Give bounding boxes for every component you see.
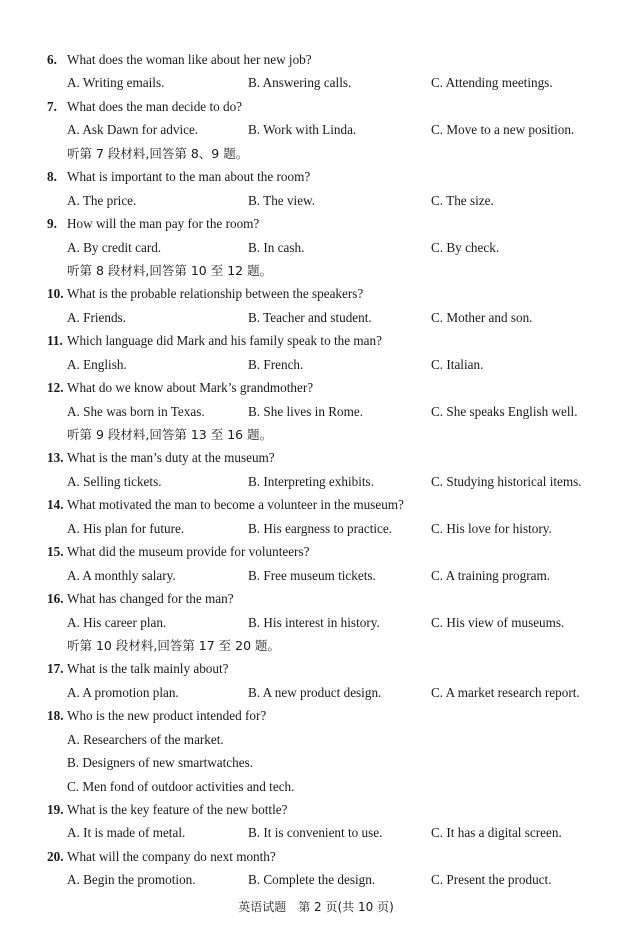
option-b: B. Work with Linda. xyxy=(248,122,357,138)
question-number: 19. xyxy=(47,802,64,817)
option-a: A. A promotion plan. xyxy=(67,684,179,700)
option-row xyxy=(0,189,632,212)
option-b: B. In cash. xyxy=(248,239,305,255)
option-a: A. English. xyxy=(67,356,127,372)
option-row xyxy=(0,470,632,493)
option-c: C. A training program. xyxy=(431,567,551,583)
option-b: B. The view. xyxy=(248,192,316,208)
question-text: What is the probable relationship between the speakers? xyxy=(67,286,364,302)
question-row xyxy=(0,446,632,469)
option-c: C. Mother and son. xyxy=(431,309,533,325)
option-row xyxy=(0,751,632,774)
option-b: B. It is convenient to use. xyxy=(248,825,383,841)
option-row xyxy=(0,118,632,141)
question-list xyxy=(0,48,632,892)
option-a: A. A monthly salary. xyxy=(67,567,176,583)
option-c: C. It has a digital screen. xyxy=(431,825,562,841)
option-row xyxy=(0,775,632,798)
option-row xyxy=(0,728,632,751)
question-row xyxy=(0,845,632,868)
section-instruction-text: 听第 9 段材料,回答第 13 至 16 题。 xyxy=(67,427,273,442)
question-number: 11. xyxy=(47,333,63,349)
option-a: A. His plan for future. xyxy=(67,520,185,536)
question-text: What is the key feature of the new bottle? xyxy=(67,802,288,817)
option-row xyxy=(0,236,632,259)
question-text: Who is the new product intended for? xyxy=(67,708,267,724)
question-number: 14. xyxy=(47,497,64,513)
question-text: Which language did Mark and his family speak to the man? xyxy=(67,333,382,349)
question-number: 10. xyxy=(47,286,64,302)
section-instruction xyxy=(0,259,632,282)
question-row xyxy=(0,704,632,727)
option-c: C. A market research report. xyxy=(431,684,580,700)
option-c: C. Attending meetings. xyxy=(431,75,553,91)
question-text: What is the man’s duty at the museum? xyxy=(67,450,275,466)
option-b: B. Teacher and student. xyxy=(248,309,372,325)
option-c: C. Studying historical items. xyxy=(431,473,582,489)
question-text: What does the woman like about her new job? xyxy=(67,52,312,67)
option-b: B. Designers of new smartwatches. xyxy=(67,755,254,771)
question-number: 6. xyxy=(47,52,57,67)
option-b: B. Complete the design. xyxy=(248,872,376,888)
option-c: C. She speaks English well. xyxy=(431,403,578,419)
option-a: A. The price. xyxy=(67,192,137,208)
option-c: C. The size. xyxy=(431,192,494,208)
section-instruction xyxy=(0,142,632,165)
question-number: 12. xyxy=(47,380,64,396)
question-text: What do we know about Mark’s grandmother? xyxy=(67,380,314,396)
option-c: C. His view of museums. xyxy=(431,614,565,630)
section-instruction xyxy=(0,634,632,657)
question-number: 7. xyxy=(47,98,57,114)
option-a: A. It is made of metal. xyxy=(67,825,186,841)
option-a: A. By credit card. xyxy=(67,239,162,255)
option-c: C. Men fond of outdoor activities and tech. xyxy=(67,778,295,794)
question-number: 16. xyxy=(47,591,64,607)
section-instruction-text: 听第 10 段材料,回答第 17 至 20 题。 xyxy=(67,637,281,653)
question-row xyxy=(0,798,632,821)
option-c: C. By check. xyxy=(431,239,500,255)
page-footer: 英语试题 第 2 页(共 10 页) xyxy=(238,900,394,914)
option-row xyxy=(0,517,632,540)
option-row xyxy=(0,821,632,844)
section-instruction xyxy=(0,423,632,446)
question-row xyxy=(0,95,632,118)
option-row xyxy=(0,564,632,587)
option-row xyxy=(0,681,632,704)
question-number: 15. xyxy=(47,544,64,560)
question-row xyxy=(0,282,632,305)
option-row xyxy=(0,400,632,423)
question-text: What is the talk mainly about? xyxy=(67,661,229,677)
option-b: B. French. xyxy=(248,356,304,372)
option-b: B. A new product design. xyxy=(248,684,382,700)
option-a: A. Selling tickets. xyxy=(67,473,162,489)
question-number: 18. xyxy=(47,708,64,724)
option-b: B. His eargness to practice. xyxy=(248,520,393,536)
question-row xyxy=(0,48,632,71)
option-b: B. Free museum tickets. xyxy=(248,567,376,583)
option-b: B. His interest in history. xyxy=(248,614,380,630)
question-text: What did the museum provide for volunteers? xyxy=(67,544,310,560)
option-a: A. Researchers of the market. xyxy=(67,731,224,747)
question-row xyxy=(0,165,632,188)
question-text: What will the company do next month? xyxy=(67,848,276,864)
question-row xyxy=(0,493,632,516)
option-b: B. Interpreting exhibits. xyxy=(248,473,374,489)
question-number: 9. xyxy=(47,216,57,232)
option-c: C. Italian. xyxy=(431,356,484,372)
option-a: A. His career plan. xyxy=(67,614,167,630)
option-row xyxy=(0,353,632,376)
question-row xyxy=(0,657,632,680)
option-c: C. Present the product. xyxy=(431,872,552,888)
question-row xyxy=(0,540,632,563)
question-text: What motivated the man to become a volunteer in the museum? xyxy=(67,497,404,513)
question-row xyxy=(0,212,632,235)
option-row xyxy=(0,306,632,329)
question-text: How will the man pay for the room? xyxy=(67,216,260,232)
option-a: A. Begin the promotion. xyxy=(67,872,196,888)
option-b: B. She lives in Rome. xyxy=(248,403,364,419)
option-a: A. Friends. xyxy=(67,309,126,325)
section-instruction-text: 听第 8 段材料,回答第 10 至 12 题。 xyxy=(67,262,273,278)
option-c: C. Move to a new position. xyxy=(431,122,575,138)
question-text: What does the man decide to do? xyxy=(67,98,243,114)
option-a: A. Writing emails. xyxy=(67,75,165,91)
option-c: C. His love for history. xyxy=(431,520,552,536)
question-number: 20. xyxy=(47,848,64,864)
option-row xyxy=(0,71,632,94)
section-instruction-text: 听第 7 段材料,回答第 8、9 题。 xyxy=(67,145,249,161)
question-number: 17. xyxy=(47,661,64,677)
question-number: 13. xyxy=(47,450,64,466)
option-row xyxy=(0,611,632,634)
question-row xyxy=(0,587,632,610)
question-row xyxy=(0,376,632,399)
question-text: What is important to the man about the room? xyxy=(67,169,311,185)
option-a: A. She was born in Texas. xyxy=(67,403,205,419)
option-b: B. Answering calls. xyxy=(248,75,352,91)
option-a: A. Ask Dawn for advice. xyxy=(67,122,199,138)
question-row xyxy=(0,329,632,352)
question-number: 8. xyxy=(47,169,57,185)
question-text: What has changed for the man? xyxy=(67,591,234,607)
option-row xyxy=(0,868,632,891)
